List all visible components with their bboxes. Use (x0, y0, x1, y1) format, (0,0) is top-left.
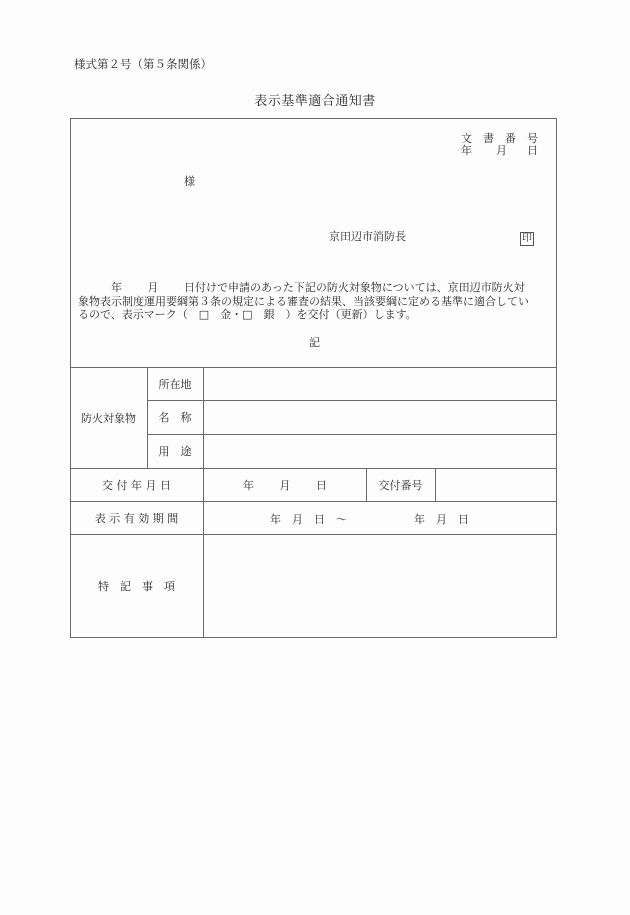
notice-body: 年 月 日付けで申請のあった下記の防火対象物については、京田辺市防火対 象物表示制度運用要綱第３条の規定による審査の結果、当該要綱に定める基準に適合してい るので、表示マーク（ □ 金・□ 銀 ）を交付（更新）します。 (78, 281, 529, 321)
document-number-block (461, 133, 538, 157)
remarks-field[interactable] (204, 534, 557, 638)
name-field[interactable] (204, 400, 557, 434)
remarks-label: 特 記 事 項 (98, 580, 175, 593)
issue-date-label: 交 付 年 月 日 (102, 478, 171, 492)
addressee-suffix: 様 (184, 175, 195, 188)
issue-number-label: 交付番号 (378, 478, 423, 492)
document-date-label: 年 月 日 (461, 144, 538, 157)
location-label: 所在地 (158, 377, 192, 391)
use-label: 用 途 (158, 445, 192, 458)
ki-heading: 記 (309, 336, 320, 349)
document-number-label: 文 書 番 号 (461, 132, 538, 145)
seal-mark (520, 226, 534, 246)
validity-end-field[interactable]: 年 月 日 (414, 513, 469, 526)
issue-date-field[interactable]: 年 月 日 (243, 478, 327, 492)
use-field[interactable] (204, 434, 557, 468)
target-label: 防火対象物 (81, 411, 136, 425)
name-label: 名 称 (158, 411, 192, 424)
issue-number-field[interactable] (436, 468, 557, 501)
location-field[interactable] (204, 367, 557, 400)
form-id: 様式第２号（第５条関係） (74, 57, 212, 71)
validity-label: 表 示 有 効 期 間 (94, 511, 179, 525)
document-title: 表示基準適合通知書 (254, 94, 376, 109)
validity-start-field[interactable]: 年 月 日 ～ (270, 513, 347, 526)
seal-icon: 印 (522, 233, 532, 244)
issuer-name: 京田辺市消防長 (329, 230, 406, 243)
